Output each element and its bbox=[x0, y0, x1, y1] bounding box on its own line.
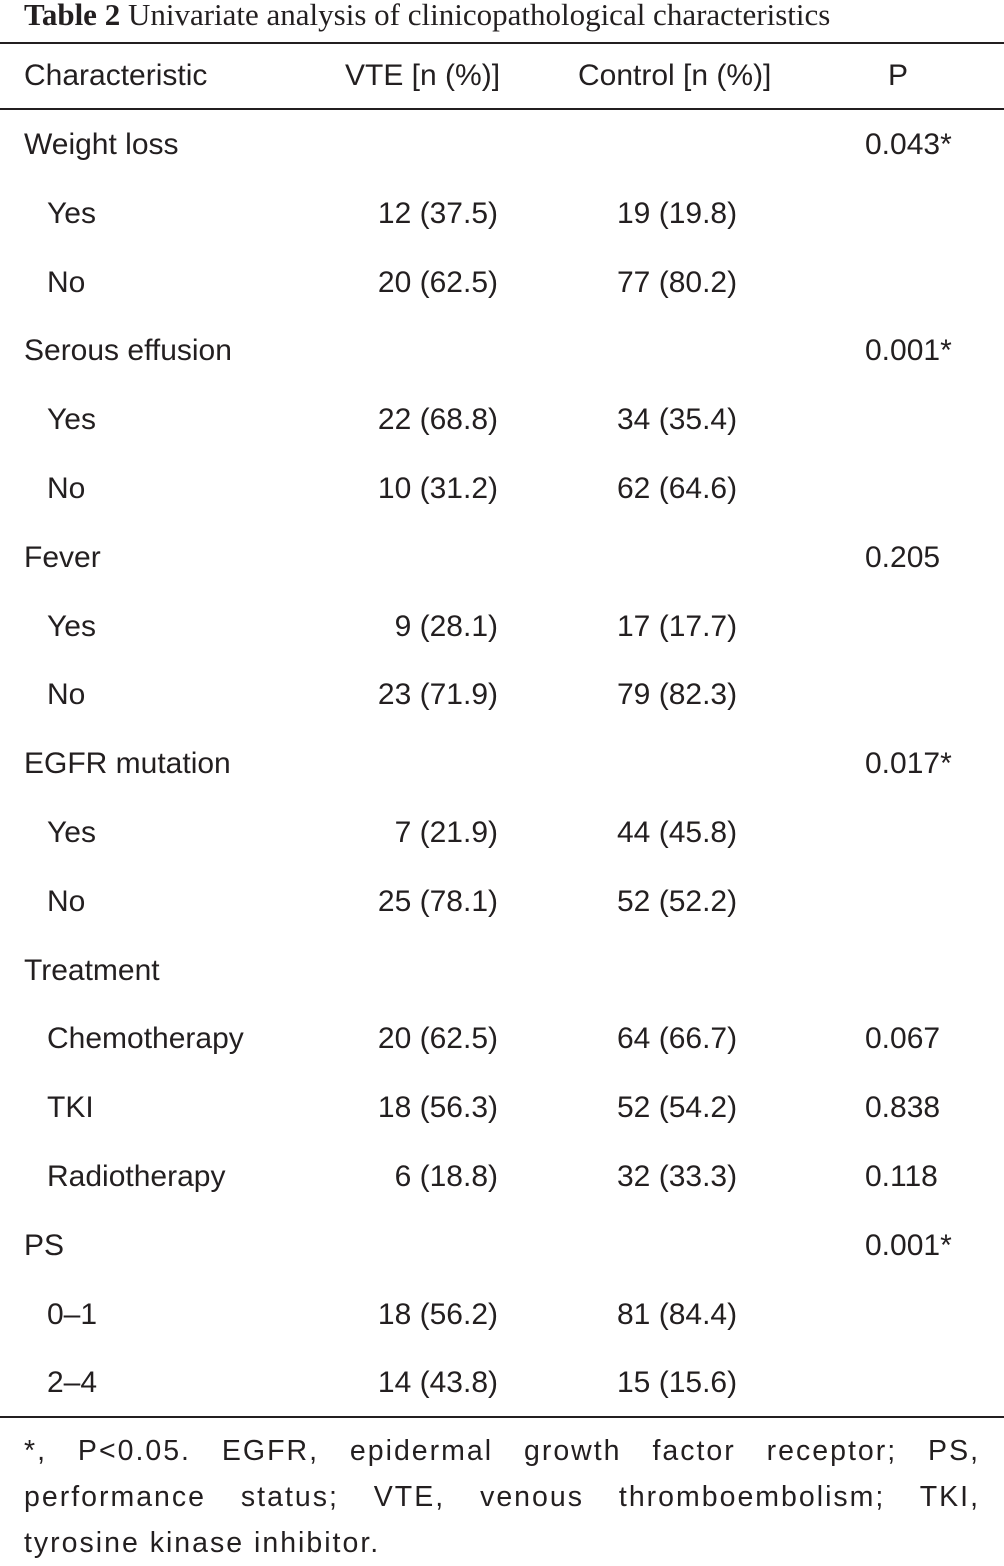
cell-vte: 18 (56.2) bbox=[377, 1297, 498, 1331]
table-row bbox=[0, 800, 1004, 869]
table-row bbox=[0, 1282, 1004, 1351]
cell-characteristic: Yes bbox=[47, 403, 96, 437]
cell-characteristic: TKI bbox=[47, 1091, 94, 1125]
cell-p: 0.118 bbox=[865, 1159, 938, 1193]
table-group-row bbox=[0, 318, 1004, 387]
cell-characteristic: Fever bbox=[24, 540, 101, 574]
cell-vte: 20 (62.5) bbox=[377, 1022, 498, 1056]
table-group-row bbox=[0, 938, 1004, 1007]
cell-control: 62 (64.6) bbox=[617, 471, 738, 505]
cell-vte: 7 (21.9) bbox=[394, 815, 498, 849]
bottom-rule bbox=[0, 1416, 1004, 1418]
cell-characteristic: EGFR mutation bbox=[24, 747, 231, 781]
cell-control: 34 (35.4) bbox=[617, 403, 738, 437]
cell-p: 0.067 bbox=[865, 1022, 941, 1056]
table-row bbox=[0, 1144, 1004, 1213]
cell-characteristic: No bbox=[47, 265, 86, 299]
column-header-characteristic: Characteristic bbox=[24, 59, 208, 92]
table-group-row bbox=[0, 112, 1004, 181]
cell-control: 17 (17.7) bbox=[617, 609, 738, 643]
cell-p: 0.043* bbox=[865, 128, 952, 161]
cell-characteristic: Serous effusion bbox=[24, 334, 232, 368]
cell-characteristic: No bbox=[47, 471, 86, 505]
cell-control: 64 (66.7) bbox=[617, 1022, 738, 1056]
table-footnote: *, P<0.05. EGFR, epidermal growth factor receptor; PS, performance status; VTE, venous thromboembolism; TKI, tyrosine kinase inhibitor. bbox=[24, 1435, 980, 1559]
table-header bbox=[0, 44, 1004, 108]
cell-vte: 25 (78.1) bbox=[377, 884, 498, 918]
cell-characteristic: Weight loss bbox=[24, 128, 179, 161]
table-row bbox=[0, 387, 1004, 456]
cell-vte: 23 (71.9) bbox=[377, 678, 498, 712]
column-header-p: P bbox=[888, 59, 909, 92]
cell-p: 0.017* bbox=[865, 747, 952, 781]
cell-control: 19 (19.8) bbox=[617, 196, 738, 230]
cell-characteristic: PS bbox=[24, 1228, 65, 1262]
cell-control: 15 (15.6) bbox=[617, 1366, 738, 1400]
cell-characteristic: Radiotherapy bbox=[47, 1159, 226, 1193]
cell-p: 0.838 bbox=[865, 1091, 941, 1125]
cell-p: 0.001* bbox=[865, 334, 952, 368]
table-caption-title: Univariate analysis of clinicopathological characteristics bbox=[127, 0, 831, 32]
cell-characteristic: Yes bbox=[47, 609, 96, 643]
table-row bbox=[0, 869, 1004, 938]
cell-p: 0.205 bbox=[865, 540, 941, 574]
cell-vte: 6 (18.8) bbox=[394, 1159, 498, 1193]
table-group-row bbox=[0, 525, 1004, 594]
cell-control: 32 (33.3) bbox=[617, 1159, 738, 1193]
cell-characteristic: 0–1 bbox=[47, 1297, 98, 1331]
cell-control: 81 (84.4) bbox=[617, 1297, 738, 1331]
cell-characteristic: No bbox=[47, 884, 86, 918]
table-body bbox=[0, 112, 1004, 1419]
cell-vte: 14 (43.8) bbox=[377, 1366, 498, 1400]
cell-characteristic: Treatment bbox=[24, 953, 160, 987]
cell-control: 79 (82.3) bbox=[617, 678, 738, 712]
column-header-control: Control [n (%)] bbox=[578, 59, 772, 92]
cell-characteristic: Chemotherapy bbox=[47, 1022, 244, 1056]
table-row bbox=[0, 250, 1004, 319]
table-row bbox=[0, 1075, 1004, 1144]
table-row bbox=[0, 1350, 1004, 1419]
table-row bbox=[0, 662, 1004, 731]
cell-vte: 22 (68.8) bbox=[377, 403, 498, 437]
cell-characteristic: Yes bbox=[47, 815, 96, 849]
cell-control: 44 (45.8) bbox=[617, 815, 738, 849]
cell-vte: 12 (37.5) bbox=[377, 196, 498, 230]
cell-vte: 9 (28.1) bbox=[394, 609, 498, 643]
table-row bbox=[0, 594, 1004, 663]
column-header-vte: VTE [n (%)] bbox=[345, 59, 501, 92]
table-caption-label: Table 2 bbox=[24, 0, 121, 32]
cell-characteristic: Yes bbox=[47, 196, 96, 230]
cell-control: 52 (52.2) bbox=[617, 884, 738, 918]
cell-control: 77 (80.2) bbox=[617, 265, 738, 299]
table-group-row bbox=[0, 731, 1004, 800]
table-row bbox=[0, 456, 1004, 525]
cell-vte: 20 (62.5) bbox=[377, 265, 498, 299]
cell-control: 52 (54.2) bbox=[617, 1091, 738, 1125]
cell-vte: 18 (56.3) bbox=[377, 1091, 498, 1125]
table-group-row bbox=[0, 1213, 1004, 1282]
table-caption bbox=[24, 0, 830, 36]
cell-characteristic: No bbox=[47, 678, 86, 712]
header-rule bbox=[0, 108, 1004, 110]
cell-p: 0.001* bbox=[865, 1228, 952, 1262]
table-row bbox=[0, 181, 1004, 250]
table-row bbox=[0, 1006, 1004, 1075]
cell-vte: 10 (31.2) bbox=[377, 471, 498, 505]
cell-characteristic: 2–4 bbox=[47, 1366, 98, 1400]
